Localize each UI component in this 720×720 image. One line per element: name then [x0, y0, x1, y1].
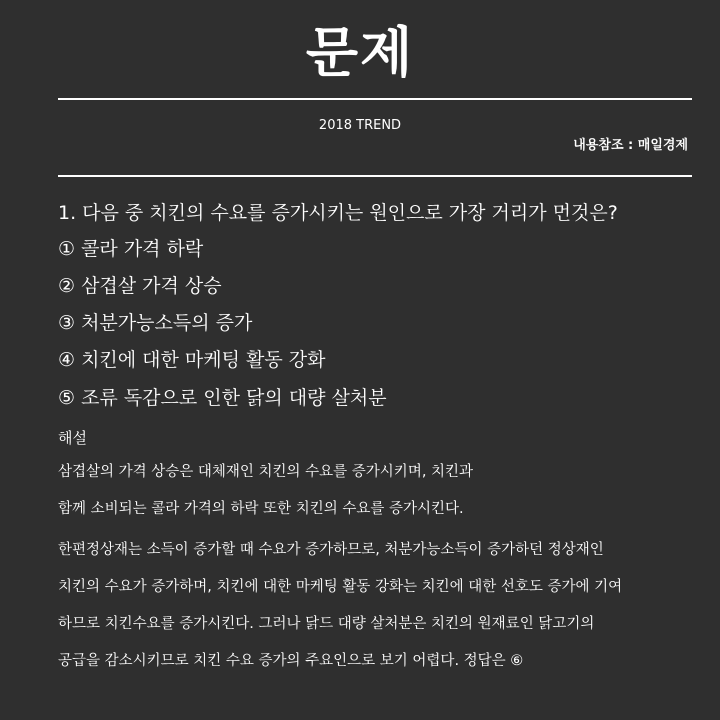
question-prompt: 1. 다음 중 치킨의 수요를 증가시키는 원인으로 가장 거리가 먼것은?: [58, 202, 618, 224]
option-4: ④ 치킨에 대한 마케팅 활동 강화: [58, 349, 326, 371]
option-5: ⑤ 조류 독감으로 인한 닭의 대량 살처분: [58, 387, 387, 409]
explanation-line: 하므로 치킨수요를 증가시킨다. 그러나 닭드 대량 살처분은 치킨의 원재료인 닭고기의: [58, 616, 595, 632]
explanation-line: 공급을 감소시키므로 치킨 수요 증가의 주요인으로 보기 어렵다. 정답은 ⑥: [58, 653, 524, 669]
option-1: ① 콜라 가격 하락: [58, 238, 204, 260]
source-credit: 내용참조 : 매일경제: [573, 138, 688, 153]
explanation-line: 함께 소비되는 콜라 가격의 하락 또한 치킨의 수요를 증가시킨다.: [58, 501, 464, 517]
explanation-line: 치킨의 수요가 증가하며, 치킨에 대한 마케팅 활동 강화는 치킨에 대한 선호도 증가에 기여: [58, 579, 623, 595]
explanation-heading: 해설: [58, 429, 87, 447]
option-2: ② 삼겹살 가격 상승: [58, 275, 222, 297]
page-title: 문제: [305, 21, 415, 84]
explanation-line: 한편정상재는 소득이 증가할 때 수요가 증가하므로, 처분가능소득이 증가하던 정상재인: [58, 542, 604, 558]
option-3: ③ 처분가능소득의 증가: [58, 312, 253, 334]
explanation-line: 삼겹살의 가격 상승은 대체재인 치킨의 수요를 증가시키며, 치킨과: [58, 464, 474, 480]
bottom-divider: [58, 175, 692, 177]
top-divider: [58, 98, 692, 100]
subtitle: 2018 TREND: [318, 118, 402, 133]
